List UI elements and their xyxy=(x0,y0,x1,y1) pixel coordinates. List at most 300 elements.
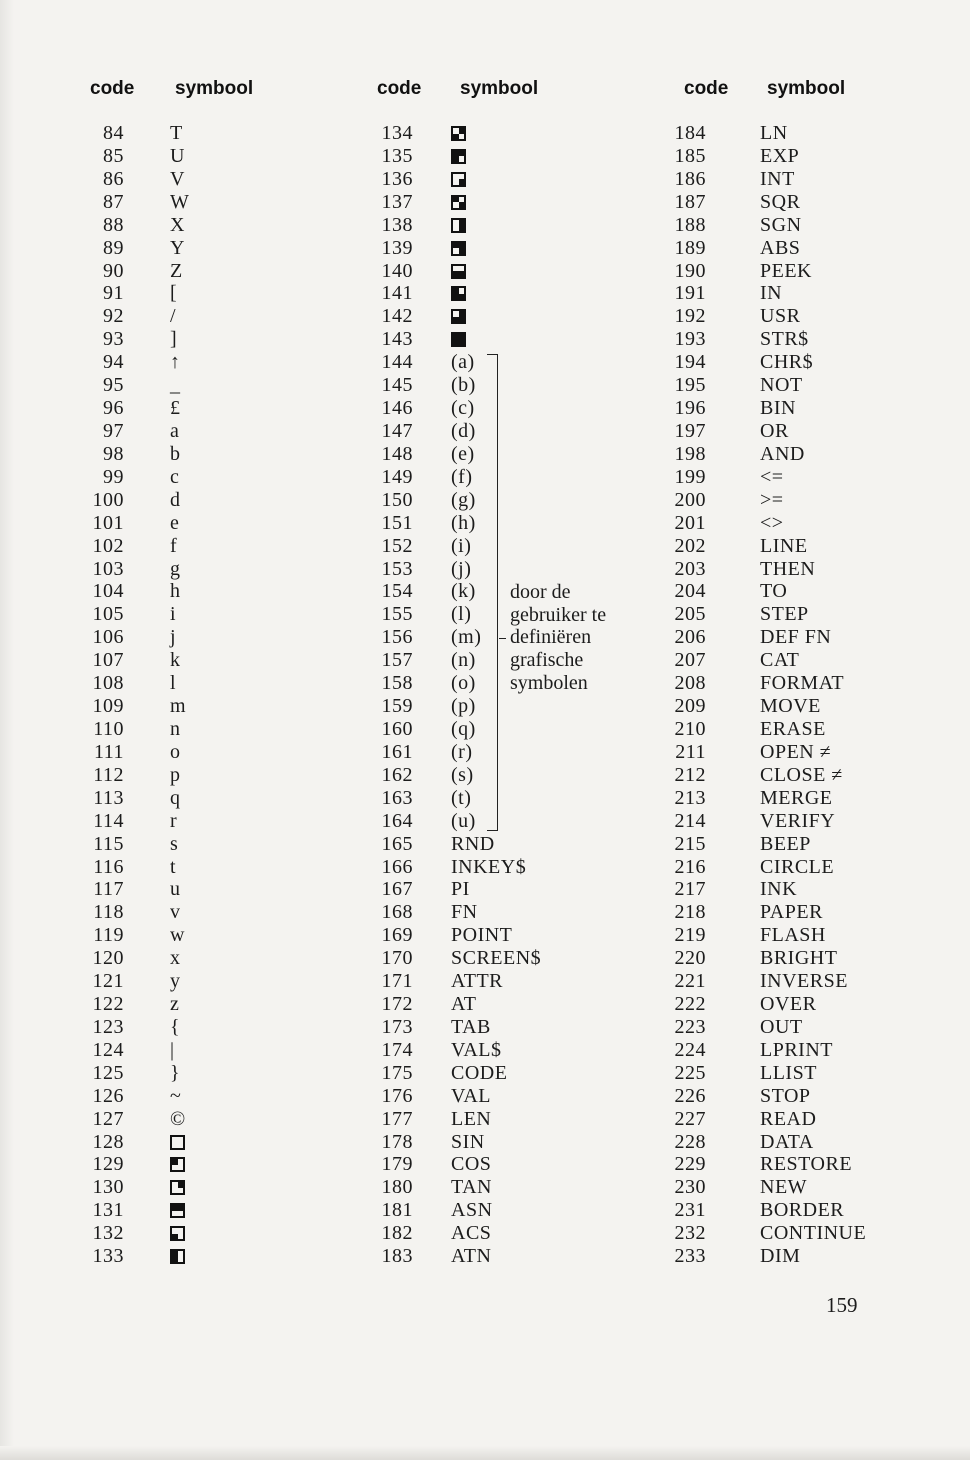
table-row xyxy=(80,558,280,581)
table-row xyxy=(670,1039,960,1062)
symbol-cell: LINE xyxy=(760,534,808,557)
symbol-cell: (t) xyxy=(451,786,472,809)
symbol-cell: (m) xyxy=(451,626,482,649)
code-cell: 183 xyxy=(381,1245,413,1268)
symbol-cell: (j) xyxy=(451,557,472,580)
table-row xyxy=(365,1016,665,1039)
table-row xyxy=(365,328,665,351)
graphic-block-icon xyxy=(451,260,466,283)
code-cell: 233 xyxy=(674,1245,706,1268)
symbol-cell: o xyxy=(170,740,180,763)
table-row xyxy=(365,443,665,466)
code-cell: 182 xyxy=(381,1222,413,1245)
code-cell: 84 xyxy=(103,122,124,144)
table-row xyxy=(670,1199,960,1222)
code-cell: 174 xyxy=(381,1038,413,1061)
table-row xyxy=(365,970,665,993)
symbol-cell: | xyxy=(170,1038,175,1061)
code-cell: 168 xyxy=(381,901,413,924)
symbol-cell: ASN xyxy=(451,1199,493,1222)
bracket-note-line: definiëren xyxy=(510,626,592,649)
code-cell: 108 xyxy=(92,672,124,695)
code-cell: 191 xyxy=(674,282,706,305)
table-row xyxy=(670,351,960,374)
symbol-cell: m xyxy=(170,695,186,718)
table-row xyxy=(365,1199,665,1222)
symbol-cell: FN xyxy=(451,901,478,924)
symbol-cell: CIRCLE xyxy=(760,855,835,878)
symbol-cell: TO xyxy=(760,580,788,603)
code-cell: 181 xyxy=(381,1199,413,1222)
symbol-cell: IN xyxy=(760,282,783,305)
code-cell: 169 xyxy=(381,924,413,947)
symbol-cell: U xyxy=(170,144,185,167)
table-row xyxy=(80,695,280,718)
symbol-cell: z xyxy=(170,993,179,1016)
symbol-cell: x xyxy=(170,947,180,970)
table-row xyxy=(365,810,665,833)
code-cell: 173 xyxy=(381,1015,413,1038)
table-row xyxy=(80,443,280,466)
symbol-cell: t xyxy=(170,855,176,878)
symbol-cell: y xyxy=(170,970,180,993)
symbol-cell: FLASH xyxy=(760,924,826,947)
symbol-cell: r xyxy=(170,809,177,832)
table-row xyxy=(670,305,960,328)
symbol-cell: ABS xyxy=(760,236,801,259)
code-cell: 141 xyxy=(381,282,413,305)
table-row xyxy=(80,764,280,787)
symbol-cell: Y xyxy=(170,236,185,259)
code-cell: 98 xyxy=(103,442,124,465)
table-row xyxy=(80,970,280,993)
table-row xyxy=(670,580,960,603)
symbol-cell: a xyxy=(170,419,179,442)
symbol-cell: SCREEN$ xyxy=(451,947,542,970)
symbol-cell: OR xyxy=(760,419,789,442)
table-row xyxy=(670,168,960,191)
table-row xyxy=(80,810,280,833)
symbol-cell: COS xyxy=(451,1153,492,1176)
column-header xyxy=(80,78,280,108)
graphic-block-icon xyxy=(451,191,466,214)
code-cell: 216 xyxy=(674,855,706,878)
symbol-cell: BORDER xyxy=(760,1199,845,1222)
code-cell: 97 xyxy=(103,419,124,442)
symbol-cell: Z xyxy=(170,259,183,282)
table-row xyxy=(365,282,665,305)
code-cell: 197 xyxy=(674,419,706,442)
table-row xyxy=(365,466,665,489)
table-row xyxy=(365,1062,665,1085)
table-row xyxy=(80,214,280,237)
symbol-cell: DIM xyxy=(760,1245,801,1268)
symbol-cell: (u) xyxy=(451,809,476,832)
symbol-cell: LLIST xyxy=(760,1061,817,1084)
table-row xyxy=(670,443,960,466)
table-row xyxy=(670,741,960,764)
symbol-cell: VERIFY xyxy=(760,809,836,832)
table-row xyxy=(670,1131,960,1154)
code-cell: 187 xyxy=(674,190,706,213)
table-row xyxy=(80,122,280,145)
code-cell: 90 xyxy=(103,259,124,282)
table-row xyxy=(670,535,960,558)
table-row xyxy=(80,374,280,397)
symbol-cell: (p) xyxy=(451,695,476,718)
code-cell: 226 xyxy=(674,1084,706,1107)
symbol-cell: READ xyxy=(760,1107,817,1130)
symbol-cell: LN xyxy=(760,122,788,144)
table-row xyxy=(365,1039,665,1062)
code-cell: 130 xyxy=(92,1176,124,1199)
code-cell: 107 xyxy=(92,649,124,672)
symbol-cell: _ xyxy=(170,374,180,397)
code-cell: 126 xyxy=(92,1084,124,1107)
symbol-cell: (s) xyxy=(451,763,474,786)
code-cell: 192 xyxy=(674,305,706,328)
symbol-cell: FORMAT xyxy=(760,672,845,695)
code-cell: 190 xyxy=(674,259,706,282)
page-number: 159 xyxy=(826,1293,858,1317)
table-row xyxy=(670,764,960,787)
symbol-cell: (f) xyxy=(451,465,473,488)
code-cell: 217 xyxy=(674,878,706,901)
table-row xyxy=(365,512,665,535)
code-cell: 205 xyxy=(674,603,706,626)
code-cell: 166 xyxy=(381,855,413,878)
code-cell: 88 xyxy=(103,213,124,236)
code-cell: 213 xyxy=(674,786,706,809)
code-cell: 222 xyxy=(674,993,706,1016)
symbol-cell: ACS xyxy=(451,1222,492,1245)
table-row xyxy=(80,328,280,351)
table-row xyxy=(670,260,960,283)
table-row xyxy=(80,878,280,901)
graphic-block-icon xyxy=(170,1131,185,1154)
table-row xyxy=(80,466,280,489)
code-cell: 95 xyxy=(103,374,124,397)
table-row xyxy=(80,1062,280,1085)
table-row xyxy=(80,420,280,443)
symbol-cell: } xyxy=(170,1061,180,1084)
symbol-cell: VAL xyxy=(451,1084,492,1107)
symbol-cell: b xyxy=(170,442,180,465)
code-cell: 118 xyxy=(93,901,124,924)
symbol-cell: <> xyxy=(760,511,784,534)
code-cell: 162 xyxy=(381,763,413,786)
code-cell: 113 xyxy=(93,786,124,809)
code-cell: 164 xyxy=(381,809,413,832)
table-row xyxy=(80,1131,280,1154)
code-cell: 154 xyxy=(381,580,413,603)
symbol-cell: CODE xyxy=(451,1061,508,1084)
symbol-cell: e xyxy=(170,511,179,534)
code-cell: 196 xyxy=(674,397,706,420)
symbol-cell: OVER xyxy=(760,993,817,1016)
symbol-cell: BIN xyxy=(760,397,796,420)
code-cell: 115 xyxy=(93,832,124,855)
symbol-cell: AT xyxy=(451,993,477,1016)
graphic-block-icon xyxy=(170,1222,185,1245)
table-row xyxy=(365,535,665,558)
graphic-block-icon xyxy=(451,168,466,191)
table-row xyxy=(80,833,280,856)
code-cell: 86 xyxy=(103,167,124,190)
code-cell: 209 xyxy=(674,695,706,718)
table-row xyxy=(80,718,280,741)
code-header: code xyxy=(90,78,135,99)
table-row xyxy=(670,947,960,970)
symbol-cell: (b) xyxy=(451,374,476,397)
table-row xyxy=(80,1245,280,1268)
code-cell: 203 xyxy=(674,557,706,580)
table-row xyxy=(365,1222,665,1245)
table-row xyxy=(365,764,665,787)
code-cell: 131 xyxy=(92,1199,124,1222)
code-cell: 149 xyxy=(381,465,413,488)
code-cell: 135 xyxy=(381,144,413,167)
table-row xyxy=(80,237,280,260)
code-cell: 123 xyxy=(92,1015,124,1038)
table-row xyxy=(365,787,665,810)
symbol-cell: MERGE xyxy=(760,786,833,809)
code-cell: 228 xyxy=(674,1130,706,1153)
code-cell: 111 xyxy=(93,740,124,763)
code-cell: 220 xyxy=(674,947,706,970)
table-row xyxy=(80,191,280,214)
table-row xyxy=(365,1176,665,1199)
code-cell: 193 xyxy=(674,328,706,351)
graphic-block-icon xyxy=(451,122,466,145)
code-cell: 96 xyxy=(103,397,124,420)
code-cell: 112 xyxy=(93,763,124,786)
symbol-cell: LEN xyxy=(451,1107,492,1130)
code-cell: 142 xyxy=(381,305,413,328)
table-row xyxy=(670,122,960,145)
symbol-cell: ] xyxy=(170,328,177,351)
table-row xyxy=(80,535,280,558)
symbol-cell: / xyxy=(170,305,176,328)
table-row xyxy=(670,970,960,993)
code-cell: 184 xyxy=(674,122,706,144)
symbol-cell: PI xyxy=(451,878,470,901)
code-header: code xyxy=(377,78,422,99)
table-row xyxy=(365,741,665,764)
table-row xyxy=(80,1039,280,1062)
table-row xyxy=(670,1108,960,1131)
table-row xyxy=(80,1108,280,1131)
table-row xyxy=(670,1085,960,1108)
table-row xyxy=(80,1085,280,1108)
symbol-cell: STEP xyxy=(760,603,809,626)
graphic-block-icon xyxy=(170,1199,185,1222)
code-cell: 170 xyxy=(381,947,413,970)
symbol-cell: s xyxy=(170,832,178,855)
table-row xyxy=(670,191,960,214)
user-graphics-bracket xyxy=(487,354,498,831)
table-row xyxy=(80,649,280,672)
table-row xyxy=(670,397,960,420)
table-row xyxy=(670,718,960,741)
code-cell: 152 xyxy=(381,534,413,557)
code-cell: 155 xyxy=(381,603,413,626)
symbol-cell: (n) xyxy=(451,649,476,672)
symbol-cell: ~ xyxy=(170,1084,181,1107)
code-cell: 145 xyxy=(381,374,413,397)
symbol-cell: (a) xyxy=(451,351,475,374)
table-row xyxy=(365,856,665,879)
table-row xyxy=(365,351,665,374)
code-cell: 208 xyxy=(674,672,706,695)
code-cell: 229 xyxy=(674,1153,706,1176)
code-cell: 179 xyxy=(381,1153,413,1176)
symbol-cell: ↑ xyxy=(170,351,180,374)
bracket-note-line: symbolen xyxy=(510,672,588,695)
table-row xyxy=(80,1176,280,1199)
symbol-cell: £ xyxy=(170,397,180,420)
table-row xyxy=(670,810,960,833)
table-column-2 xyxy=(365,78,665,1268)
table-row xyxy=(365,718,665,741)
table-row xyxy=(670,856,960,879)
code-cell: 165 xyxy=(381,832,413,855)
table-row xyxy=(365,168,665,191)
table-row xyxy=(670,993,960,1016)
table-row xyxy=(80,741,280,764)
symbol-cell: (e) xyxy=(451,442,475,465)
symbol-cell: TAB xyxy=(451,1015,491,1038)
code-cell: 150 xyxy=(381,488,413,511)
code-cell: 148 xyxy=(381,442,413,465)
table-row xyxy=(365,122,665,145)
symbol-cell: MOVE xyxy=(760,695,821,718)
table-row xyxy=(365,924,665,947)
table-row xyxy=(80,168,280,191)
code-cell: 93 xyxy=(103,328,124,351)
symbol-cell: v xyxy=(170,901,180,924)
table-row xyxy=(80,305,280,328)
symbol-cell: q xyxy=(170,786,180,809)
table-row xyxy=(80,993,280,1016)
table-row xyxy=(670,489,960,512)
table-row xyxy=(365,489,665,512)
code-cell: 189 xyxy=(674,236,706,259)
table-row xyxy=(670,214,960,237)
symbol-cell: { xyxy=(170,1015,180,1038)
code-cell: 143 xyxy=(381,328,413,351)
code-cell: 219 xyxy=(674,924,706,947)
graphic-block-icon xyxy=(170,1176,185,1199)
page-bottom-edge xyxy=(0,1446,970,1460)
symbol-cell: T xyxy=(170,122,183,144)
symbol-cell: SIN xyxy=(451,1130,485,1153)
table-row xyxy=(670,328,960,351)
code-cell: 198 xyxy=(674,442,706,465)
symbol-cell: PAPER xyxy=(760,901,823,924)
code-cell: 218 xyxy=(674,901,706,924)
code-cell: 194 xyxy=(674,351,706,374)
graphic-block-icon xyxy=(451,282,466,305)
code-cell: 180 xyxy=(381,1176,413,1199)
code-cell: 214 xyxy=(674,809,706,832)
symbol-cell: OPEN ≠ xyxy=(760,740,832,763)
table-row xyxy=(80,1153,280,1176)
code-cell: 106 xyxy=(92,626,124,649)
table-row xyxy=(80,1222,280,1245)
code-cell: 116 xyxy=(93,855,124,878)
code-cell: 89 xyxy=(103,236,124,259)
table-row xyxy=(365,145,665,168)
code-cell: 105 xyxy=(92,603,124,626)
table-row xyxy=(365,695,665,718)
graphic-block-icon xyxy=(170,1245,185,1268)
code-cell: 186 xyxy=(674,167,706,190)
code-cell: 177 xyxy=(381,1107,413,1130)
code-cell: 199 xyxy=(674,465,706,488)
code-cell: 211 xyxy=(675,740,706,763)
code-cell: 207 xyxy=(674,649,706,672)
symbol-cell: VAL$ xyxy=(451,1038,502,1061)
symbol-cell: INT xyxy=(760,167,795,190)
symbol-cell: w xyxy=(170,924,185,947)
code-cell: 101 xyxy=(92,511,124,534)
table-row xyxy=(670,1062,960,1085)
table-row xyxy=(670,878,960,901)
symbol-cell: DATA xyxy=(760,1130,814,1153)
symbol-cell: ERASE xyxy=(760,717,826,740)
table-row xyxy=(80,924,280,947)
symbol-cell: (i) xyxy=(451,534,472,557)
code-cell: 230 xyxy=(674,1176,706,1199)
symbol-cell: g xyxy=(170,557,180,580)
code-cell: 185 xyxy=(674,144,706,167)
table-row xyxy=(670,512,960,535)
table-row xyxy=(365,260,665,283)
table-row xyxy=(365,397,665,420)
code-cell: 227 xyxy=(674,1107,706,1130)
code-cell: 100 xyxy=(92,488,124,511)
code-cell: 195 xyxy=(674,374,706,397)
symbol-cell: X xyxy=(170,213,185,236)
code-cell: 153 xyxy=(381,557,413,580)
table-row xyxy=(365,947,665,970)
symbol-cell: BRIGHT xyxy=(760,947,838,970)
code-cell: 110 xyxy=(93,717,124,740)
table-row xyxy=(670,420,960,443)
table-row xyxy=(670,924,960,947)
code-cell: 215 xyxy=(674,832,706,855)
code-cell: 134 xyxy=(381,122,413,144)
symbol-cell: TAN xyxy=(451,1176,493,1199)
symbol-cell: (l) xyxy=(451,603,472,626)
symbol-cell: u xyxy=(170,878,180,901)
table-row xyxy=(365,833,665,856)
code-cell: 201 xyxy=(674,511,706,534)
table-row xyxy=(80,1016,280,1039)
table-row xyxy=(670,695,960,718)
symbol-cell: h xyxy=(170,580,180,603)
code-cell: 121 xyxy=(92,970,124,993)
code-cell: 206 xyxy=(674,626,706,649)
table-row xyxy=(670,466,960,489)
code-cell: 136 xyxy=(381,167,413,190)
table-row xyxy=(670,626,960,649)
code-cell: 125 xyxy=(92,1061,124,1084)
table-row xyxy=(365,237,665,260)
table-row xyxy=(80,397,280,420)
symbol-cell: <= xyxy=(760,465,784,488)
